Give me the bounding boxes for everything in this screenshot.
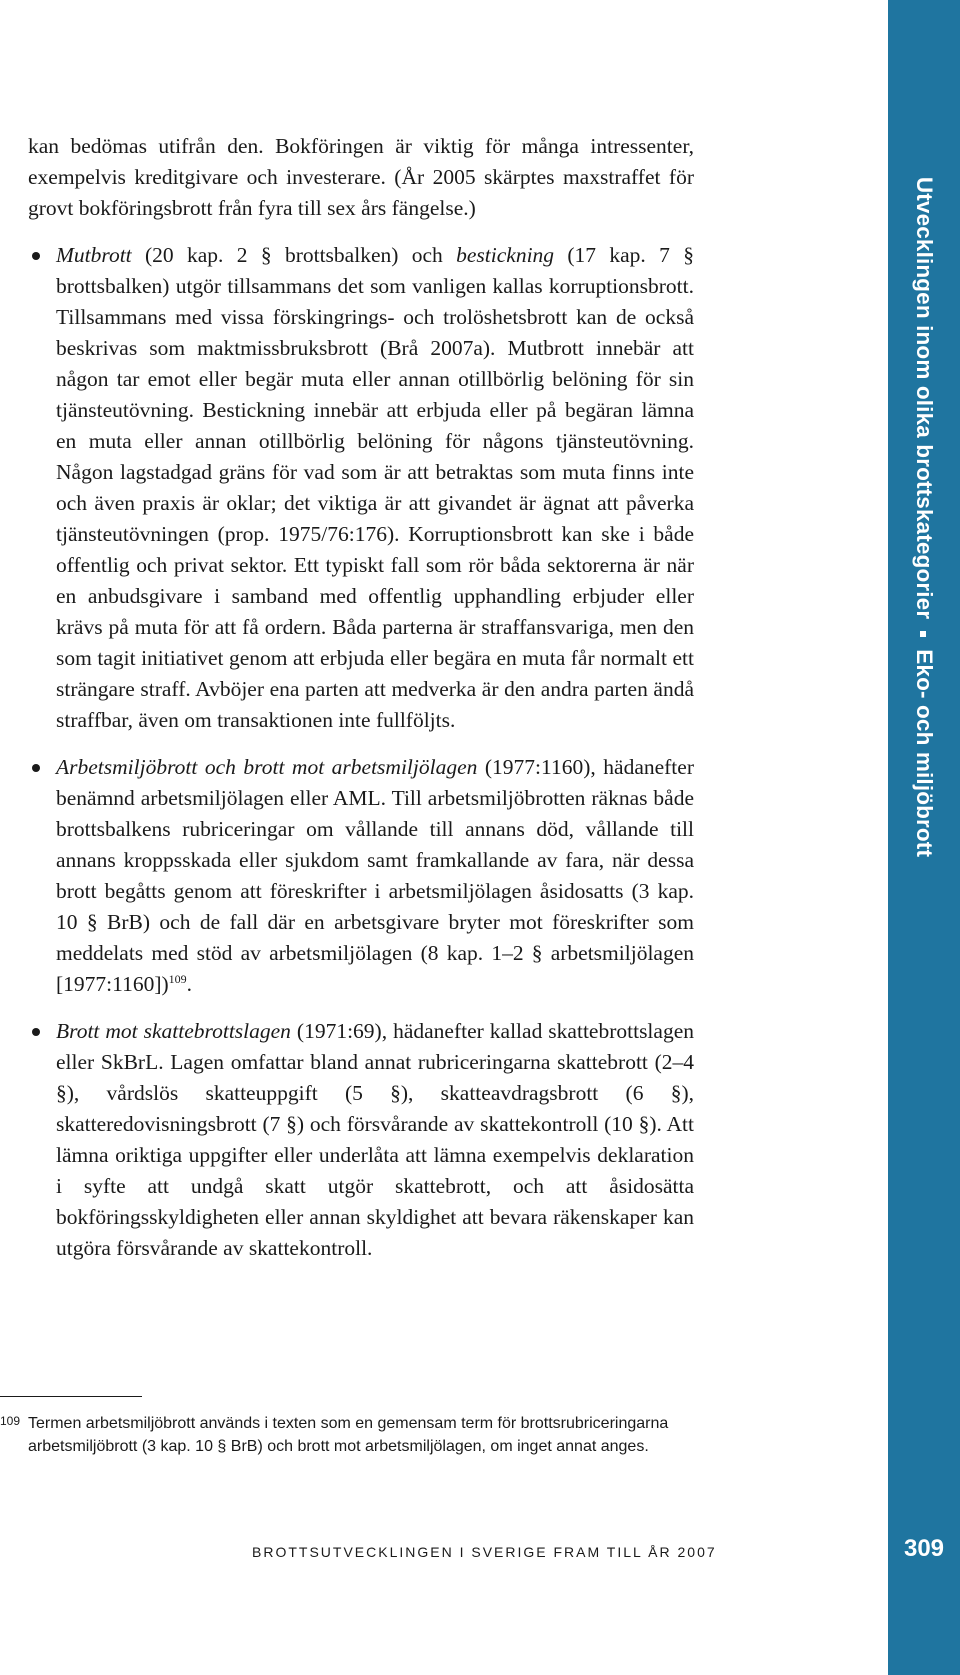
bullet-italic-term: Arbetsmiljöbrott och brott mot arbetsmiljölagen	[56, 755, 478, 779]
bullet-text-part: .	[186, 972, 193, 996]
footnote-text: Termen arbetsmiljöbrott används i texten som en gemensam term för brottsrubriceringarna arbetsmiljöbrott (3 kap. 10 § BrB) och brott mot arbetsmiljölagen, om inget annat anges.	[28, 1415, 669, 1455]
bullet-text	[56, 1016, 694, 1264]
bullet-text	[56, 240, 694, 736]
bullet-text-part: (20 kap. 2 § brottsbalken) och	[131, 243, 457, 267]
bullet-text	[56, 752, 694, 1000]
bullet-item-skattebrott	[28, 1016, 694, 1264]
bullet-item-arbetsmiljobrott	[28, 752, 694, 1000]
chapter-side-title	[911, 67, 937, 967]
bullet-italic-term: Mutbrott	[56, 243, 132, 267]
bullet-dot	[32, 1028, 40, 1036]
side-title-right: Eko- och miljöbrott	[912, 649, 937, 858]
bullet-italic-term: bestickning	[456, 243, 555, 267]
side-title-separator	[920, 631, 926, 637]
bullet-dot	[32, 252, 40, 260]
side-title-left: Utvecklingen inom olika brottskategorier	[912, 176, 937, 620]
running-footer: BROTTSUTVECKLINGEN I SVERIGE FRAM TILL ÅR 2007	[252, 1544, 717, 1560]
body-text	[28, 131, 694, 1264]
footnote-number: 109	[0, 1414, 21, 1428]
footnote-divider	[0, 1396, 142, 1397]
bullet-text-part: (1977:1160), hädanefter benämnd arbetsmiljölagen eller AML. Till arbetsmiljöbrotten räknas både brottsbalkens rubriceringar om vållande till annans död, vållande till annans kroppsskada eller sjukdom samt framkallande av fara, när dessa brott begåtts genom att föreskrifter i arbetsmiljölagen åsidosatts (3 kap. 10 § BrB) och de fall där en arbetsgivare bryter mot föreskrifter som meddelats med stöd av arbetsmiljölagen (8 kap. 1–2 § arbetsmiljölagen [1977:1160])	[56, 755, 694, 996]
footnote	[0, 1412, 700, 1458]
bullet-italic-term: Brott mot skattebrottslagen	[56, 1019, 291, 1043]
bullet-text-part: (17 kap. 7 § brottsbalken) utgör tillsammans det som vanligen kallas korruptionsbrott. Tillsammans med vissa förskingrings- och trolöshetsbrott kan de också beskrivas som maktmissbruksbrott (Brå 2007a). Mutbrott innebär att någon tar emot eller begär muta eller annan otillbörlig belöning för sin tjänsteutövning. Bestickning innebär att erbjuda eller på begäran lämna en muta eller annan otillbörlig belöning för någons tjänsteutövning. Någon lagstadgad gräns för vad som är att betraktas som muta finns inte och även praxis är oklar; det viktiga är att givandet är ägnat att påverka tjänsteutövningen (prop. 1975/76:176). Korruptionsbrott kan ske i både offentlig och privat sektor. Ett typiskt fall som rör båda sektorerna är när en anbudsgivare i samband med offentlig upphandling erbjuder eller krävs på muta för att få ordern. Båda parterna är straffansvariga, men den som tagit initiativet genom att erbjuda eller begära en muta får normalt ett strängare straff. Avböjer ena parten att medverka är den andra parten ändå straffbar, även om transaktionen inte fullföljts.	[56, 243, 694, 732]
bullet-item-mutbrott	[28, 240, 694, 736]
bullet-dot	[32, 764, 40, 772]
intro-paragraph: kan bedömas utifrån den. Bokföringen är viktig för många intressenter, exempelvis kreditgivare och investerare. (År 2005 skärptes maxstraffet för grovt bokföringsbrott från fyra till sex års fängelse.)	[28, 134, 694, 220]
bullet-text-part: (1971:69), hädanefter kallad skattebrottslagen eller SkBrL. Lagen omfattar bland annat rubriceringarna skattebrott (2–4 §), vårdslös skatteuppgift (5 §), skatteavdragsbrott (6 §), skatteredovisningsbrott (7 §) och försvårande av skattekontroll (10 §). Att lämna oriktiga uppgifter eller underlåta att lämna exempelvis deklaration i syfte att undgå skatt utgör skattebrott, och att åsidosätta bokföringsskyldigheten eller annan skyldighet att bevara räkenskaper kan utgöra försvårande av skattekontroll.	[56, 1019, 694, 1260]
page-number: 309	[903, 1535, 945, 1562]
footnote-reference[interactable]: 109	[168, 971, 187, 986]
